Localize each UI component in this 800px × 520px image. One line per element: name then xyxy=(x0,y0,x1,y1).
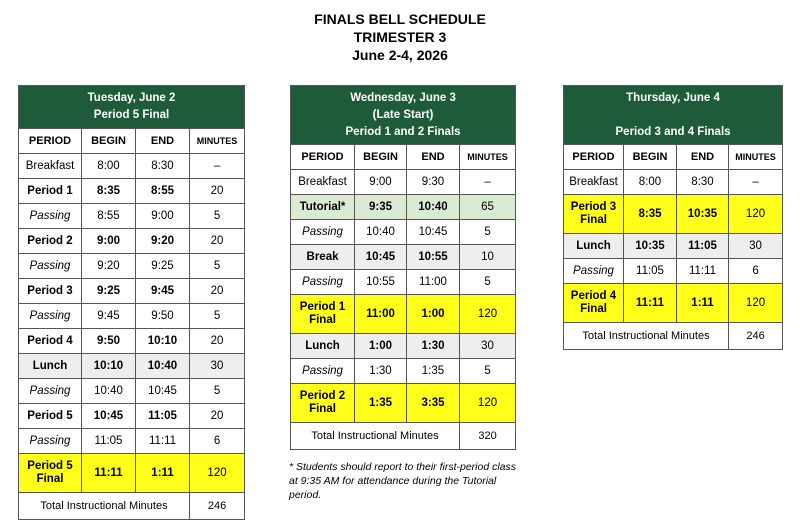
period-cell: Passing xyxy=(19,379,82,404)
end-cell: 11:11 xyxy=(136,429,190,454)
period-cell: Lunch xyxy=(291,334,355,359)
period-cell: Passing xyxy=(19,429,82,454)
minutes-cell: 5 xyxy=(460,359,516,384)
header-dates: June 2-4, 2026 xyxy=(352,47,448,63)
period-cell: Lunch xyxy=(19,354,82,379)
table-row xyxy=(19,279,245,304)
begin-cell: 9:35 xyxy=(355,195,407,220)
end-cell: 11:00 xyxy=(407,270,460,295)
begin-cell: 8:00 xyxy=(624,170,677,195)
begin-cell: 9:00 xyxy=(82,229,136,254)
end-cell: 10:55 xyxy=(407,245,460,270)
tuesday-title-exam: Period 5 Final xyxy=(93,109,170,121)
minutes-cell: 30 xyxy=(729,234,783,259)
begin-cell: 10:55 xyxy=(355,270,407,295)
table-row xyxy=(19,404,245,429)
minutes-cell: 30 xyxy=(460,334,516,359)
minutes-cell: 20 xyxy=(190,229,245,254)
table-row xyxy=(291,334,516,359)
end-cell: 1:11 xyxy=(677,284,729,323)
begin-cell: 10:45 xyxy=(355,245,407,270)
tuesday-title xyxy=(19,86,245,129)
minutes-cell: 6 xyxy=(190,429,245,454)
period-cell: Period 2 xyxy=(19,229,82,254)
end-cell: 1:00 xyxy=(407,295,460,334)
end-cell: 9:30 xyxy=(407,170,460,195)
table-row xyxy=(19,179,245,204)
tuesday-schedule-table xyxy=(18,85,245,520)
schedule-header xyxy=(0,10,800,64)
table-row xyxy=(19,254,245,279)
period-cell: Period 3 Final xyxy=(564,195,624,234)
begin-cell: 8:35 xyxy=(82,179,136,204)
period-cell: Period 4 xyxy=(19,329,82,354)
begin-cell: 10:35 xyxy=(624,234,677,259)
end-cell: 10:10 xyxy=(136,329,190,354)
table-row xyxy=(564,170,783,195)
wednesday-title-late-start: (Late Start) xyxy=(372,108,434,121)
thursday-title xyxy=(564,86,783,145)
table-row xyxy=(564,259,783,284)
period-cell: Passing xyxy=(19,204,82,229)
tuesday-title-day: Tuesday, June 2 xyxy=(87,92,176,104)
table-row xyxy=(19,154,245,179)
end-cell: 11:11 xyxy=(677,259,729,284)
table-row xyxy=(291,359,516,384)
period-cell: Passing xyxy=(19,304,82,329)
total-label: Total Instructional Minutes xyxy=(19,493,190,520)
minutes-cell: – xyxy=(190,154,245,179)
period-cell: Breakfast xyxy=(19,154,82,179)
table-row xyxy=(19,229,245,254)
col-begin: BEGIN xyxy=(624,145,677,170)
col-end: END xyxy=(136,129,190,154)
minutes-cell: 120 xyxy=(729,195,783,234)
end-cell: 11:05 xyxy=(136,404,190,429)
period-cell: Period 3 xyxy=(19,279,82,304)
table-row xyxy=(291,220,516,245)
end-cell: 10:45 xyxy=(407,220,460,245)
begin-cell: 10:10 xyxy=(82,354,136,379)
period-cell: Lunch xyxy=(564,234,624,259)
end-cell: 9:50 xyxy=(136,304,190,329)
end-cell: 10:40 xyxy=(136,354,190,379)
period-cell: Period 2 Final xyxy=(291,384,355,423)
total-row xyxy=(564,323,783,350)
total-row xyxy=(19,493,245,520)
begin-cell: 10:45 xyxy=(82,404,136,429)
begin-cell: 11:11 xyxy=(624,284,677,323)
minutes-cell: 30 xyxy=(190,354,245,379)
table-row xyxy=(19,304,245,329)
begin-cell: 8:00 xyxy=(82,154,136,179)
period-cell: Breakfast xyxy=(564,170,624,195)
tutorial-footnote: * Students should report to their first-period class at 9:35 AM for attendance during the Tutorial period. xyxy=(289,461,517,501)
begin-cell: 11:11 xyxy=(82,454,136,493)
minutes-cell: 5 xyxy=(190,204,245,229)
period-cell: Break xyxy=(291,245,355,270)
table-row xyxy=(291,245,516,270)
col-minutes: MINUTES xyxy=(729,145,783,170)
end-cell: 10:35 xyxy=(677,195,729,234)
end-cell: 11:05 xyxy=(677,234,729,259)
total-label: Total Instructional Minutes xyxy=(564,323,729,350)
minutes-cell: 5 xyxy=(190,379,245,404)
minutes-cell: 20 xyxy=(190,404,245,429)
minutes-cell: 20 xyxy=(190,279,245,304)
minutes-cell: 5 xyxy=(460,270,516,295)
period-cell: Passing xyxy=(291,270,355,295)
col-minutes: MINUTES xyxy=(460,145,516,170)
table-row xyxy=(291,195,516,220)
col-period: PERIOD xyxy=(564,145,624,170)
begin-cell: 1:00 xyxy=(355,334,407,359)
period-cell: Period 5 Final xyxy=(19,454,82,493)
begin-cell: 11:05 xyxy=(82,429,136,454)
period-cell: Passing xyxy=(291,359,355,384)
minutes-cell: – xyxy=(460,170,516,195)
begin-cell: 9:45 xyxy=(82,304,136,329)
period-cell: Period 1 Final xyxy=(291,295,355,334)
thursday-title-day: Thursday, June 4 xyxy=(626,91,720,104)
minutes-cell: 10 xyxy=(460,245,516,270)
end-cell: 9:45 xyxy=(136,279,190,304)
end-cell: 8:30 xyxy=(677,170,729,195)
wednesday-column-headers xyxy=(291,145,516,170)
total-value: 320 xyxy=(460,423,516,450)
table-row-final xyxy=(564,284,783,323)
wednesday-title-day: Wednesday, June 3 xyxy=(350,91,456,104)
period-cell: Passing xyxy=(564,259,624,284)
end-cell: 10:40 xyxy=(407,195,460,220)
table-row xyxy=(19,329,245,354)
end-cell: 1:30 xyxy=(407,334,460,359)
end-cell: 1:11 xyxy=(136,454,190,493)
minutes-cell: 120 xyxy=(460,384,516,423)
period-cell: Passing xyxy=(291,220,355,245)
table-row xyxy=(19,379,245,404)
wednesday-title-exam: Period 1 and 2 Finals xyxy=(345,125,461,138)
minutes-cell: 5 xyxy=(460,220,516,245)
minutes-cell: – xyxy=(729,170,783,195)
col-begin: BEGIN xyxy=(82,129,136,154)
begin-cell: 10:40 xyxy=(355,220,407,245)
period-cell: Tutorial* xyxy=(291,195,355,220)
end-cell: 9:00 xyxy=(136,204,190,229)
minutes-cell: 120 xyxy=(190,454,245,493)
begin-cell: 1:30 xyxy=(355,359,407,384)
total-value: 246 xyxy=(190,493,245,520)
begin-cell: 1:35 xyxy=(355,384,407,423)
begin-cell: 11:05 xyxy=(624,259,677,284)
end-cell: 8:30 xyxy=(136,154,190,179)
table-row xyxy=(291,270,516,295)
col-period: PERIOD xyxy=(19,129,82,154)
total-row xyxy=(291,423,516,450)
minutes-cell: 20 xyxy=(190,329,245,354)
end-cell: 9:25 xyxy=(136,254,190,279)
begin-cell: 9:50 xyxy=(82,329,136,354)
tuesday-column-headers xyxy=(19,129,245,154)
begin-cell: 10:40 xyxy=(82,379,136,404)
period-cell: Period 5 xyxy=(19,404,82,429)
wednesday-schedule-table xyxy=(290,85,516,450)
minutes-cell: 120 xyxy=(729,284,783,323)
col-minutes: MINUTES xyxy=(190,129,245,154)
minutes-cell: 65 xyxy=(460,195,516,220)
table-row xyxy=(564,234,783,259)
minutes-cell: 6 xyxy=(729,259,783,284)
period-cell: Period 1 xyxy=(19,179,82,204)
period-cell: Passing xyxy=(19,254,82,279)
period-cell: Period 4 Final xyxy=(564,284,624,323)
col-period: PERIOD xyxy=(291,145,355,170)
table-row xyxy=(19,204,245,229)
end-cell: 10:45 xyxy=(136,379,190,404)
table-row xyxy=(291,170,516,195)
thursday-column-headers xyxy=(564,145,783,170)
thursday-title-exam: Period 3 and 4 Finals xyxy=(615,125,731,138)
table-row-final xyxy=(291,384,516,423)
table-row-final xyxy=(564,195,783,234)
begin-cell: 8:35 xyxy=(624,195,677,234)
table-row xyxy=(19,354,245,379)
begin-cell: 11:00 xyxy=(355,295,407,334)
total-value: 246 xyxy=(729,323,783,350)
end-cell: 1:35 xyxy=(407,359,460,384)
table-row-final xyxy=(19,454,245,493)
minutes-cell: 5 xyxy=(190,304,245,329)
wednesday-title xyxy=(291,86,516,145)
minutes-cell: 20 xyxy=(190,179,245,204)
table-row xyxy=(19,429,245,454)
end-cell: 9:20 xyxy=(136,229,190,254)
minutes-cell: 120 xyxy=(460,295,516,334)
begin-cell: 8:55 xyxy=(82,204,136,229)
begin-cell: 9:00 xyxy=(355,170,407,195)
header-title: FINALS BELL SCHEDULE xyxy=(314,11,486,27)
col-end: END xyxy=(407,145,460,170)
minutes-cell: 5 xyxy=(190,254,245,279)
table-row-final xyxy=(291,295,516,334)
begin-cell: 9:20 xyxy=(82,254,136,279)
header-subtitle: TRIMESTER 3 xyxy=(353,29,447,45)
thursday-schedule-table xyxy=(563,85,783,350)
col-end: END xyxy=(677,145,729,170)
total-label: Total Instructional Minutes xyxy=(291,423,460,450)
col-begin: BEGIN xyxy=(355,145,407,170)
end-cell: 3:35 xyxy=(407,384,460,423)
period-cell: Breakfast xyxy=(291,170,355,195)
begin-cell: 9:25 xyxy=(82,279,136,304)
end-cell: 8:55 xyxy=(136,179,190,204)
